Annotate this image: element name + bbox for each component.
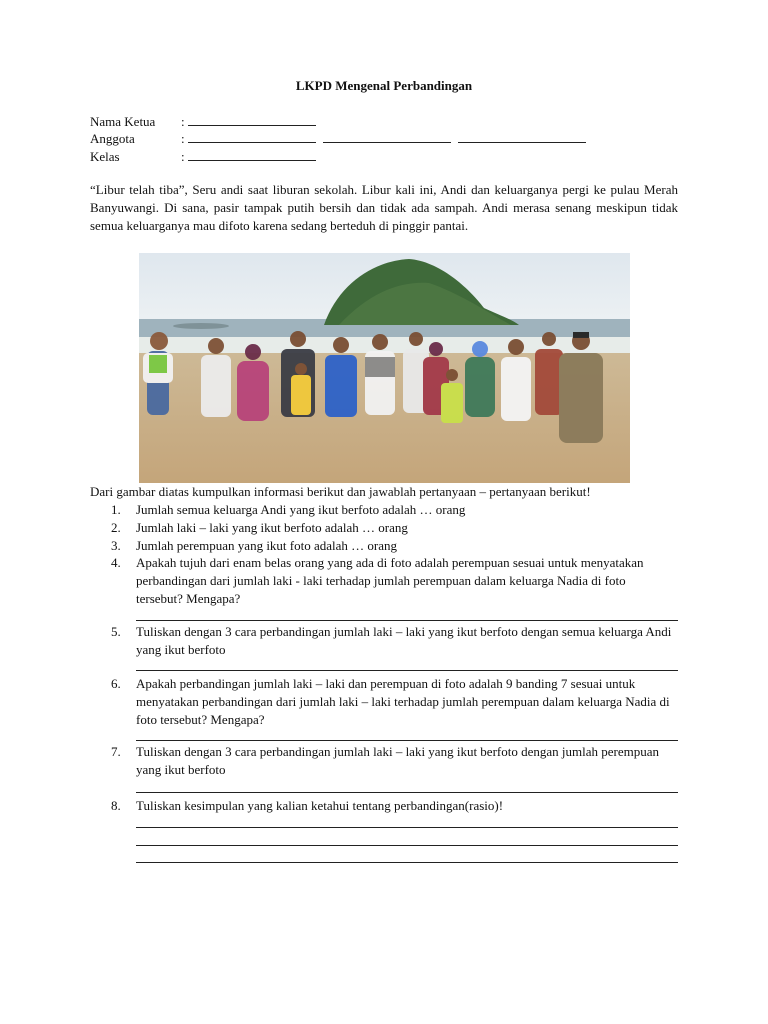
question-text: Jumlah semua keluarga Andi yang ikut berfoto adalah … orang <box>136 502 466 517</box>
answer-line[interactable] <box>136 670 678 671</box>
question-text: Apakah perbandingan jumlah laki – laki dan perempuan di foto adalah 9 banding 7 sesuai untuk menyatakan perbandingan dari jumlah laki – laki terhadap jumlah perempuan dalam keluarga Nadia di foto tersebut? Mengapa? <box>136 676 670 727</box>
instructions: Dari gambar diatas kumpulkan informasi berikut dan jawablah pertanyaan – pertanyaan berikut! <box>90 484 591 499</box>
question-1 <box>111 501 678 519</box>
page-title: LKPD Mengenal Perbandingan <box>295 78 473 93</box>
question-4 <box>111 554 666 608</box>
answer-line[interactable] <box>136 792 678 793</box>
question-5 <box>111 623 678 659</box>
answer-line[interactable] <box>136 862 678 863</box>
question-text: Tuliskan dengan 3 cara perbandingan jumlah laki – laki yang ikut berfoto dengan jumlah perempuan yang ikut berfoto <box>136 744 659 777</box>
question-number: 1. <box>111 502 121 517</box>
question-number: 2. <box>111 520 121 535</box>
question-number: 3. <box>111 538 121 553</box>
question-number: 8. <box>111 798 121 813</box>
members-row <box>90 131 586 147</box>
question-number: 4. <box>111 555 121 570</box>
question-text: Jumlah perempuan yang ikut foto adalah … orang <box>136 538 398 553</box>
class-row <box>90 149 316 165</box>
answer-line[interactable] <box>136 827 678 828</box>
question-number: 6. <box>111 676 121 691</box>
question-number: 5. <box>111 624 121 639</box>
anggota-separator: : <box>181 131 185 146</box>
kelas-separator: : <box>181 149 185 164</box>
question-7 <box>111 743 678 779</box>
family-beach-photo <box>139 253 630 483</box>
answer-line[interactable] <box>136 620 678 621</box>
anggota-blank-2[interactable] <box>323 131 451 143</box>
anggota-blank-3[interactable] <box>458 131 586 143</box>
answer-line[interactable] <box>136 740 678 741</box>
nama-ketua-blank[interactable] <box>188 114 316 126</box>
anggota-blank-1[interactable] <box>188 131 316 143</box>
question-text: Tuliskan dengan 3 cara perbandingan jumlah laki – laki yang ikut berfoto dengan semua keluarga Andi yang ikut berfoto <box>136 624 672 657</box>
question-3 <box>111 537 678 555</box>
question-text: Jumlah laki – laki yang ikut berfoto adalah … orang <box>136 520 408 535</box>
nama-separator: : <box>181 114 185 129</box>
question-8 <box>111 797 678 815</box>
answer-line[interactable] <box>136 845 678 846</box>
question-text: Tuliskan kesimpulan yang kalian ketahui tentang perbandingan(rasio)! <box>136 798 504 813</box>
anggota-label: Anggota <box>90 131 135 146</box>
name-row <box>90 114 316 130</box>
kelas-blank[interactable] <box>188 149 316 161</box>
question-number: 7. <box>111 744 121 759</box>
question-2 <box>111 519 678 537</box>
nama-ketua-label: Nama Ketua <box>90 114 156 129</box>
kelas-label: Kelas <box>90 149 120 164</box>
question-text: Apakah tujuh dari enam belas orang yang ada di foto adalah perempuan sesuai untuk menyatakan perbandingan dari jumlah laki - laki terhadap jumlah perempuan dalam keluarga Nadia di foto tersebut? Mengapa? <box>136 555 644 606</box>
story-paragraph: “Libur telah tiba”, Seru andi saat liburan sekolah. Libur kali ini, Andi dan keluarganya pergi ke pulau Merah Banyuwangi. Di sana, pasir tampak putih bersih dan tidak ada sampah. Andi merasa senang meskipun tidak semua keluarganya mau difoto karena sedang berteduh di pinggir pantai. <box>90 182 678 233</box>
question-6 <box>111 675 678 729</box>
